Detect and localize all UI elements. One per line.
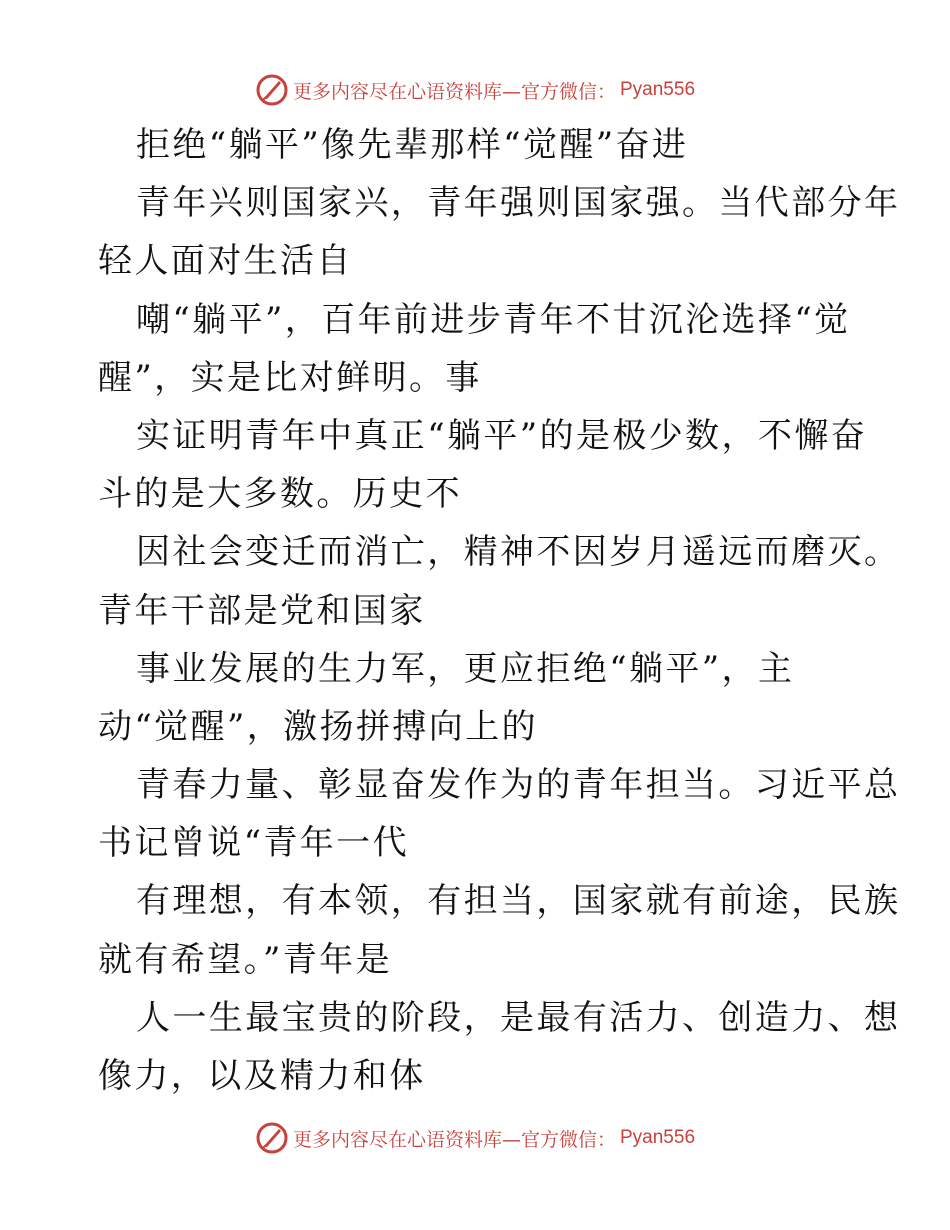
watermark-wechat-id: Pyan556 — [620, 79, 696, 100]
text-line: 事业发展的生力军，更应拒绝“躺平”，主 — [136, 648, 795, 689]
text-line: 青年兴则国家兴，青年强则国家强。当代部分年 — [136, 183, 901, 224]
document-body — [98, 116, 901, 1105]
text-line: 轻人面对生活自 — [98, 241, 353, 282]
text-line: 就有希望。”青年是 — [98, 939, 392, 980]
text-line: 拒绝“躺平”像先辈那样“觉醒”奋进 — [136, 125, 689, 165]
text-line: 有理想，有本领，有担当，国家就有前途，民族 — [136, 881, 901, 922]
text-line: 实证明青年中真正“躺平”的是极少数，不懈奋 — [136, 415, 868, 456]
text-line: 像力，以及精力和体 — [98, 1056, 426, 1096]
text-line: 动“觉醒”，激扬拼搏向上的 — [98, 706, 538, 747]
text-line: 青年干部是党和国家 — [98, 590, 426, 631]
text-line: 人一生最宝贵的阶段，是最有活力、创造力、想 — [136, 997, 901, 1038]
quill-circle-icon — [255, 1121, 289, 1155]
header-watermark — [0, 70, 950, 110]
watermark-text: 更多内容尽在心语资料库—官方微信： — [292, 80, 616, 103]
text-line: 因社会变迁而消亡，精神不因岁月遥远而磨灭。 — [136, 532, 901, 573]
watermark-wechat-id: Pyan556 — [620, 1127, 696, 1148]
watermark-text: 更多内容尽在心语资料库—官方微信： — [292, 1128, 616, 1151]
text-line: 青春力量、彰显奋发作为的青年担当。习近平总 — [136, 765, 901, 806]
text-line: 斗的是大多数。历史不 — [98, 474, 462, 515]
footer-watermark — [0, 1118, 950, 1158]
text-line: 嘲“躺平”，百年前进步青年不甘沉沦选择“觉 — [136, 299, 851, 340]
text-line: 醒”，实是比对鲜明。事 — [98, 357, 482, 398]
text-line: 书记曾说“青年一代 — [98, 823, 409, 864]
quill-circle-icon — [255, 73, 289, 107]
